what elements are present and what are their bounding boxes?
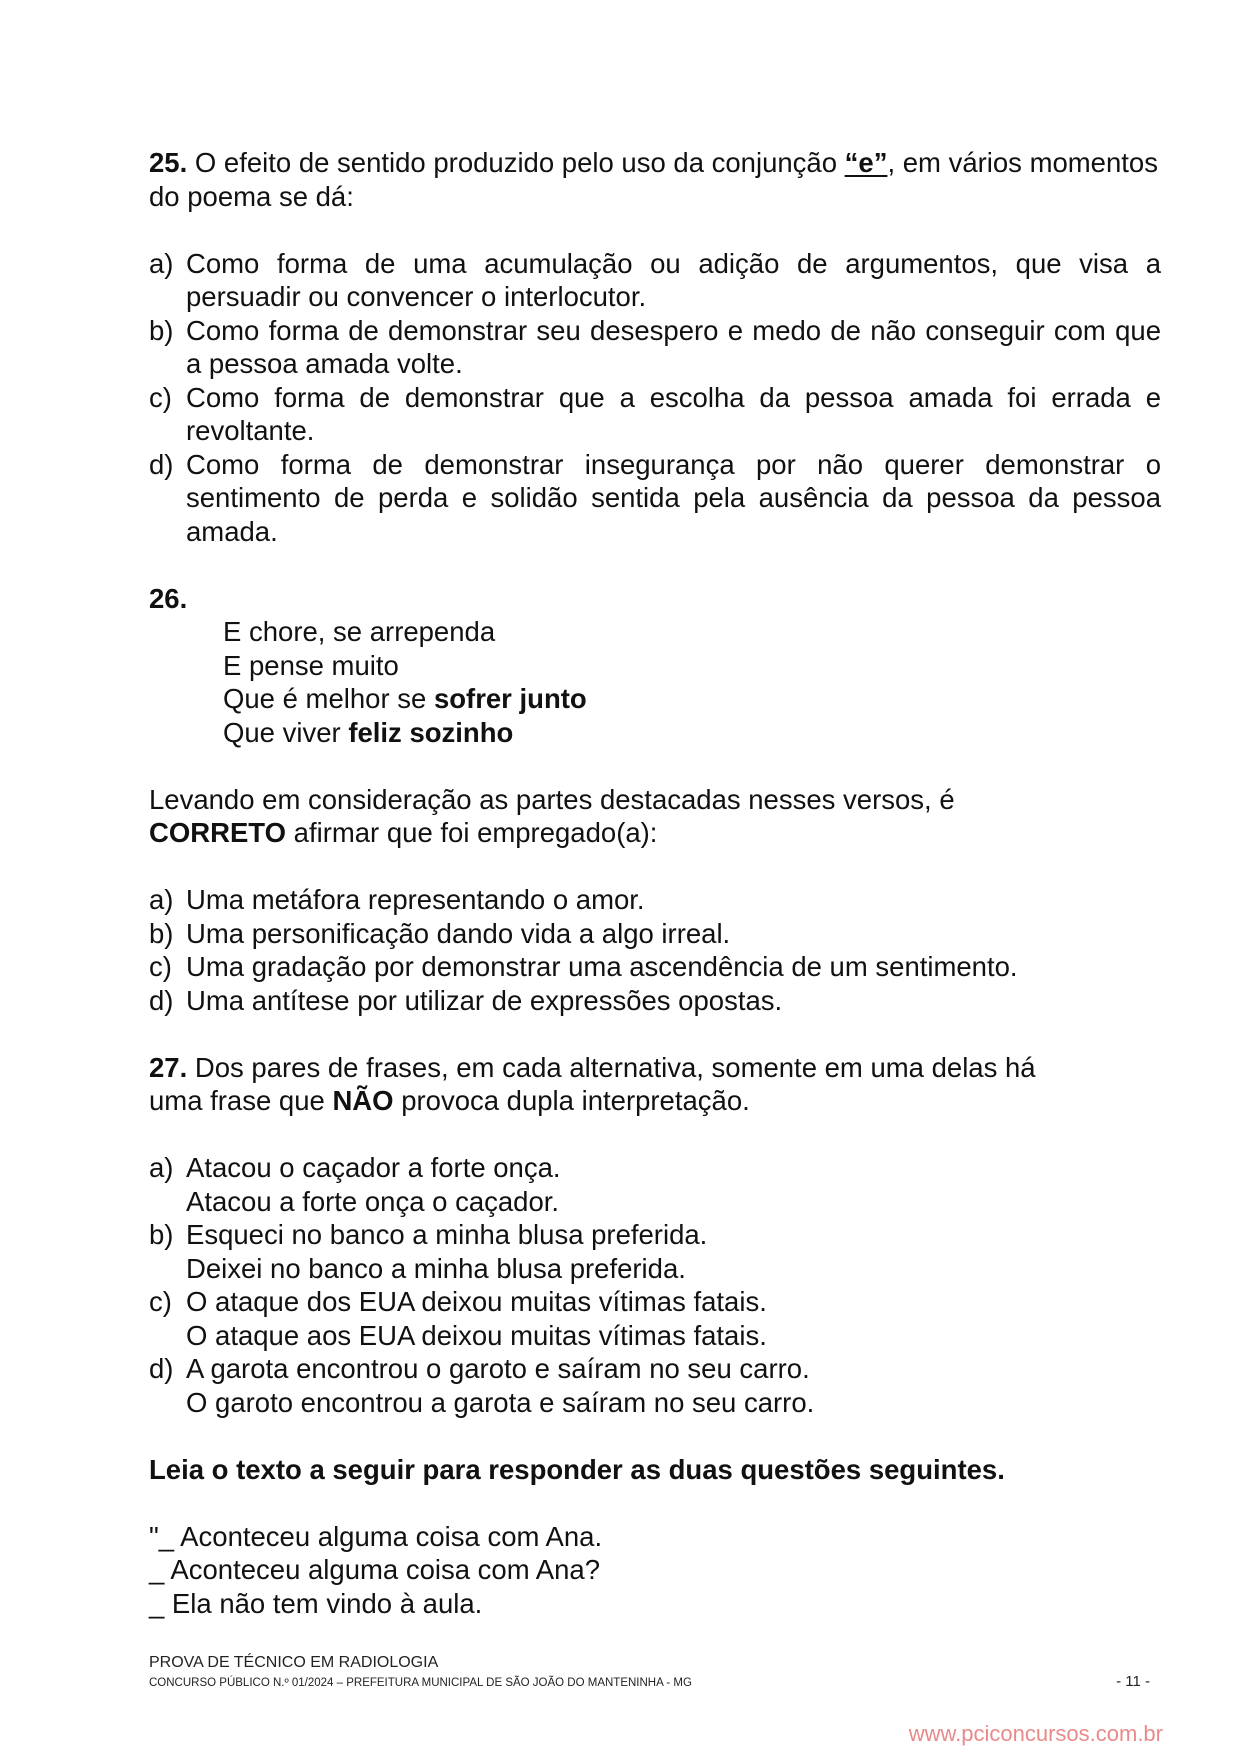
option-d: d) Uma antítese por utilizar de expressões opostas.: [149, 984, 783, 1016]
dialogue-line: "_ Aconteceu alguma coisa com Ana.: [149, 1520, 603, 1552]
option-a: a) Atacou o caçador a forte onça. Atacou a forte onça o caçador.: [149, 1152, 561, 1217]
question-26: 26. E chore, se arrependa E pense muito Que é melhor se sofrer junto Que viver feliz sozinho Levando em consideração as partes destacadas nesses versos, é CORRETO afirmar que foi empregado(a): a) Uma metáfora representando o amor. b) Uma personificação dando vida a algo irreal. c) Uma gradação por demonstrar uma ascendência de um sentimento. d) Uma antítese por utilizar de expressões opostas.: [149, 582, 1161, 1018]
dialogue-line: _ Ela não tem vindo à aula.: [149, 1587, 483, 1619]
option-b: b) Como forma de demonstrar seu desespero e medo de não conseguir com que a pessoa amada volte.: [149, 314, 1161, 379]
verse-line: Que viver feliz sozinho: [223, 716, 514, 748]
poem-verses: [149, 615, 1161, 749]
highlighted-expression: feliz sozinho: [348, 716, 514, 748]
option-c: c) Uma gradação por demonstrar uma ascendência de um sentimento.: [149, 951, 1018, 982]
question-number: 25.: [149, 147, 188, 178]
highlighted-expression: sofrer junto: [433, 683, 587, 714]
question-25: [149, 146, 1161, 548]
option-c: c) Como forma de demonstrar que a escolha da pessoa amada foi errada e revoltante.: [149, 381, 1161, 446]
watermark-url: www.pciconcursos.com.br: [908, 1721, 1163, 1746]
option-b: b) Uma personificação dando vida a algo irreal.: [149, 917, 731, 949]
option-a: a) Como forma de uma acumulação ou adição de argumentos, que visa a persuadir ou convencer o interlocutor.: [149, 247, 1161, 312]
verse-line: E chore, se arrependa: [223, 616, 496, 647]
question-number: 26.: [149, 582, 188, 614]
question-26-stem: Levando em consideração as partes destacadas nesses versos, é: [149, 783, 955, 815]
verse-line: E pense muito: [223, 649, 399, 681]
question-27: 27. Dos pares de frases, em cada alternativa, somente em uma delas há uma frase que NÃO provoca dupla interpretação. a) Atacou o caçador a forte onça. Atacou a forte onça o caçador. b) Esqueci no banco a minha blusa preferida. Deixei no banco a minha blusa preferida. c) O ataque dos EUA deixou muitas vítimas fatais. O ataque aos EUA deixou muitas vítimas fatais. d) A garota encontrou o garoto e saíram no seu carro. O garoto encontrou a garota e saíram no seu carro.: [149, 1051, 1161, 1420]
exam-page: [149, 146, 1161, 1620]
dialogue-line: _ Aconteceu alguma coisa com Ana?: [149, 1554, 600, 1585]
question-25-stem: 25. O efeito de sentido produzido pelo uso da conjunção “e”, em vários momentos do poema se dá:: [149, 147, 1158, 212]
question-26-options: [149, 883, 1161, 1017]
highlighted-conjunction: “e”: [844, 147, 888, 178]
question-25-options: [149, 247, 1161, 549]
question-27-stem: 27. Dos pares de frases, em cada alternativa, somente em uma delas há: [149, 1051, 1036, 1083]
question-number: 27.: [149, 1051, 188, 1083]
footer-subtitle: CONCURSO PÚBLICO N.º 01/2024 – PREFEITURA MUNICIPAL DE SÃO JOÃO DO MANTENINHA - MG: [149, 1677, 692, 1689]
option-c: c) O ataque dos EUA deixou muitas vítimas fatais. O ataque aos EUA deixou muitas vítimas fatais.: [149, 1286, 767, 1351]
question-27-options: [149, 1151, 1161, 1419]
option-d: d) Como forma de demonstrar insegurança por não querer demonstrar o sentimento de perda e solidão sentida pela ausência da pessoa da pessoa amada.: [149, 448, 1161, 547]
option-d: d) A garota encontrou o garoto e saíram no seu carro. O garoto encontrou a garota e saíram no seu carro.: [149, 1353, 815, 1418]
dialogue-excerpt: [149, 1520, 1161, 1621]
option-a: a) Uma metáfora representando o amor.: [149, 884, 645, 915]
option-b: b) Esqueci no banco a minha blusa preferida. Deixei no banco a minha blusa preferida.: [149, 1219, 708, 1284]
verse-line: Que é melhor se sofrer junto: [223, 683, 587, 714]
reading-instruction: Leia o texto a seguir para responder as duas questões seguintes.: [149, 1453, 1005, 1485]
footer-title: PROVA DE TÉCNICO EM RADIOLOGIA: [149, 1654, 439, 1671]
page-number: - 11 -: [1116, 1673, 1150, 1690]
